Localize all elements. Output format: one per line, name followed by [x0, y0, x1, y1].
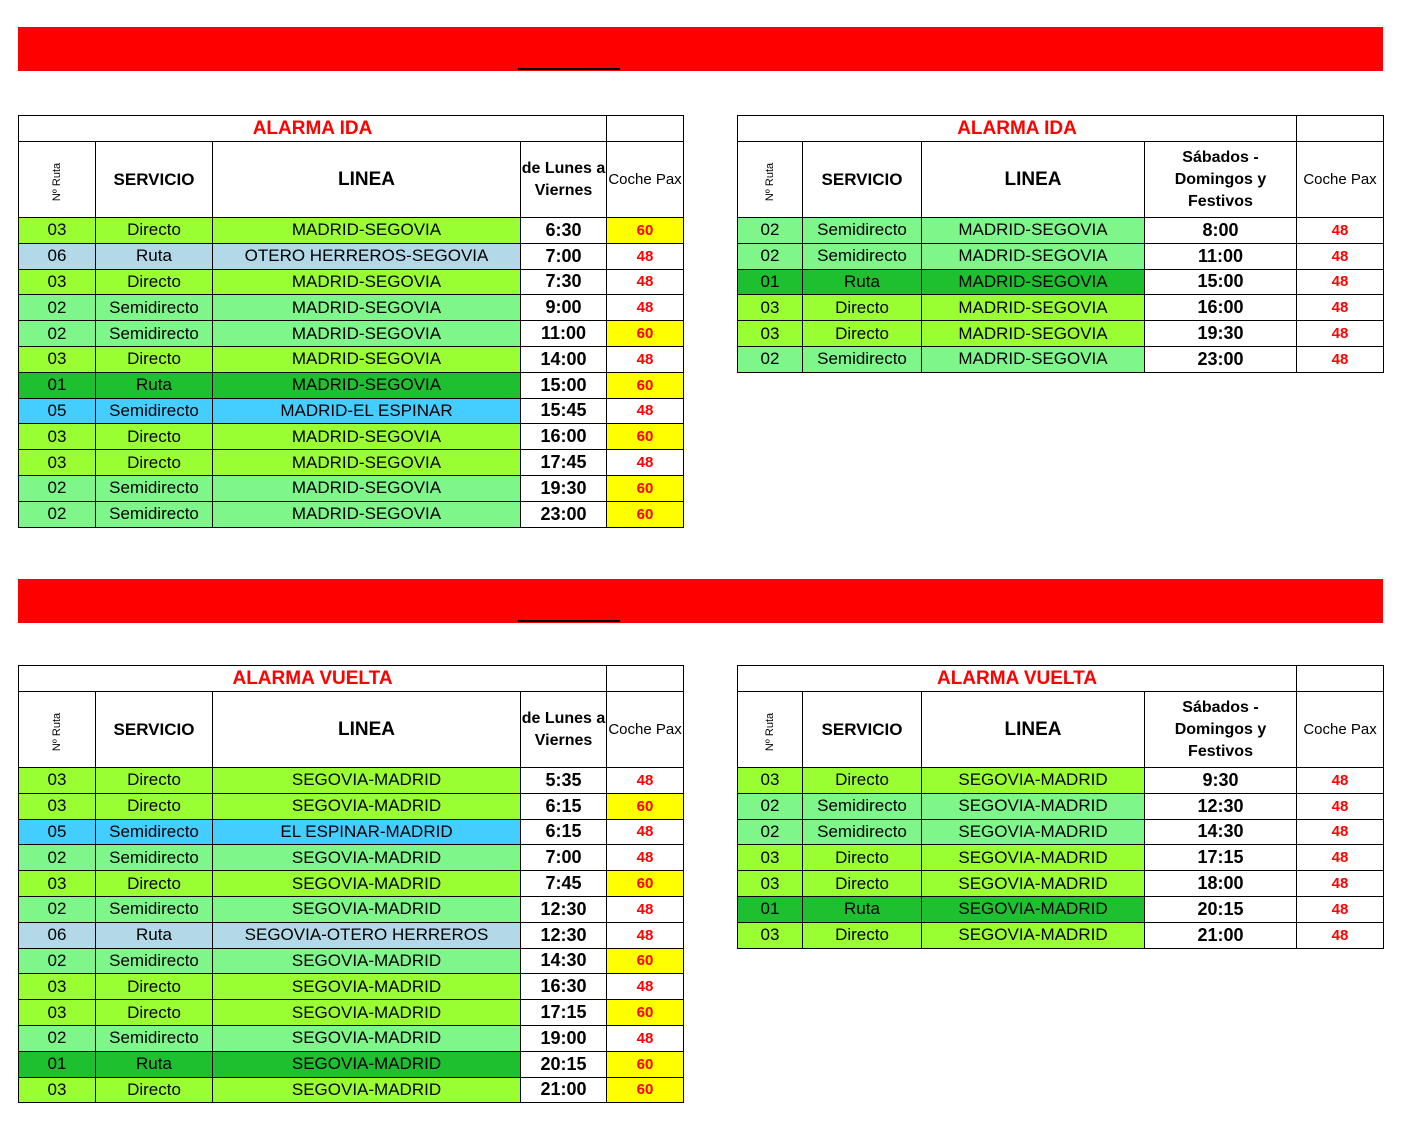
time-cell: 6:15	[521, 819, 607, 845]
table-title: ALARMA IDA	[19, 116, 607, 142]
header-coach: Coche Pax	[1297, 142, 1384, 218]
route-cell: 03	[738, 845, 803, 871]
table-row	[19, 321, 684, 347]
header-row	[738, 142, 1384, 218]
line-cell: SEGOVIA-MADRID	[922, 845, 1145, 871]
time-cell: 17:15	[521, 1000, 607, 1026]
pax-cell: 48	[1297, 896, 1384, 922]
route-cell: 03	[19, 218, 96, 244]
section-banner-madrid-segovia	[18, 27, 1383, 107]
header-coach: Coche Pax	[1297, 692, 1384, 768]
route-cell: 02	[19, 896, 96, 922]
service-cell: Directo	[803, 845, 922, 871]
pax-cell: 48	[607, 768, 684, 794]
line-cell: MADRID-SEGOVIA	[922, 321, 1145, 347]
route-cell: 02	[738, 793, 803, 819]
line-cell: MADRID-SEGOVIA	[213, 475, 521, 501]
header-days: de Lunes a Viernes	[521, 692, 607, 768]
route-cell: 03	[19, 793, 96, 819]
route-cell: 03	[738, 871, 803, 897]
table-row	[19, 295, 684, 321]
header-service: SERVICIO	[96, 142, 213, 218]
route-cell: 02	[738, 243, 803, 269]
header-line: LINEA	[213, 692, 521, 768]
service-cell: Ruta	[96, 372, 213, 398]
route-cell: 02	[738, 218, 803, 244]
line-cell: SEGOVIA-MADRID	[213, 871, 521, 897]
route-cell: 01	[738, 269, 803, 295]
route-cell: 02	[738, 346, 803, 372]
route-cell: 03	[19, 346, 96, 372]
route-cell: 02	[19, 501, 96, 527]
table-row	[19, 1000, 684, 1026]
pax-cell: 48	[1297, 295, 1384, 321]
time-cell: 15:00	[1145, 269, 1297, 295]
pax-cell: 48	[607, 1025, 684, 1051]
route-cell: 03	[738, 922, 803, 948]
line-cell: SEGOVIA-OTERO HERREROS	[213, 922, 521, 948]
pax-cell: 48	[607, 896, 684, 922]
service-cell: Semidirecto	[96, 896, 213, 922]
time-cell: 7:00	[521, 845, 607, 871]
line-cell: MADRID-SEGOVIA	[922, 346, 1145, 372]
header-row	[19, 692, 684, 768]
table-row	[738, 321, 1384, 347]
line-cell: SEGOVIA-MADRID	[213, 845, 521, 871]
table-row	[19, 948, 684, 974]
header-route-label: Nº Ruta	[50, 162, 63, 201]
pax-cell: 60	[607, 1000, 684, 1026]
service-cell: Semidirecto	[96, 1025, 213, 1051]
time-cell: 14:30	[1145, 819, 1297, 845]
pax-cell: 48	[607, 974, 684, 1000]
route-cell: 01	[19, 372, 96, 398]
line-cell: MADRID-SEGOVIA	[213, 218, 521, 244]
header-line: LINEA	[922, 692, 1145, 768]
title-row	[738, 666, 1384, 692]
schedule-table-vuelta-weekdays	[18, 665, 684, 1103]
service-cell: Semidirecto	[803, 243, 922, 269]
pax-cell: 48	[1297, 922, 1384, 948]
service-cell: Directo	[96, 793, 213, 819]
route-cell: 01	[19, 1051, 96, 1077]
time-cell: 12:30	[1145, 793, 1297, 819]
service-cell: Directo	[96, 269, 213, 295]
pax-cell: 60	[607, 475, 684, 501]
header-route	[738, 692, 803, 768]
pax-cell: 48	[1297, 346, 1384, 372]
route-cell: 02	[19, 295, 96, 321]
title-row	[19, 116, 684, 142]
pax-cell: 60	[607, 321, 684, 347]
service-cell: Directo	[96, 768, 213, 794]
time-cell: 20:15	[1145, 896, 1297, 922]
route-cell: 03	[19, 871, 96, 897]
service-cell: Ruta	[803, 896, 922, 922]
title-spacer	[1297, 116, 1384, 142]
table-row	[738, 295, 1384, 321]
time-cell: 16:00	[1145, 295, 1297, 321]
pax-cell: 48	[607, 346, 684, 372]
line-cell: SEGOVIA-MADRID	[922, 922, 1145, 948]
table-row	[738, 845, 1384, 871]
service-cell: Directo	[96, 346, 213, 372]
service-cell: Directo	[803, 768, 922, 794]
table-row	[738, 346, 1384, 372]
service-cell: Semidirecto	[96, 475, 213, 501]
table-row	[19, 845, 684, 871]
service-cell: Directo	[96, 974, 213, 1000]
service-cell: Semidirecto	[96, 398, 213, 424]
header-row	[738, 692, 1384, 768]
time-cell: 6:30	[521, 218, 607, 244]
pax-cell: 48	[607, 922, 684, 948]
time-cell: 19:30	[521, 475, 607, 501]
table-row	[19, 475, 684, 501]
route-cell: 05	[19, 819, 96, 845]
schedule-table-ida-weekdays	[18, 115, 684, 528]
route-cell: 02	[19, 845, 96, 871]
header-days: Sábados - Domingos y Festivos	[1145, 142, 1297, 218]
service-cell: Semidirecto	[803, 819, 922, 845]
pax-cell: 60	[607, 1051, 684, 1077]
route-cell: 03	[19, 768, 96, 794]
table-row	[19, 793, 684, 819]
line-cell: MADRID-SEGOVIA	[922, 269, 1145, 295]
service-cell: Directo	[96, 450, 213, 476]
table-row	[19, 501, 684, 527]
pax-cell: 60	[607, 372, 684, 398]
line-cell: MADRID-SEGOVIA	[213, 450, 521, 476]
service-cell: Directo	[96, 218, 213, 244]
header-service: SERVICIO	[96, 692, 213, 768]
route-cell: 03	[19, 424, 96, 450]
service-cell: Directo	[96, 871, 213, 897]
route-cell: 01	[738, 896, 803, 922]
title-spacer	[607, 116, 684, 142]
table-row	[738, 218, 1384, 244]
pax-cell: 60	[607, 1077, 684, 1103]
table-row	[19, 871, 684, 897]
header-coach: Coche Pax	[607, 142, 684, 218]
line-cell: MADRID-SEGOVIA	[213, 346, 521, 372]
pax-cell: 48	[1297, 768, 1384, 794]
header-route	[19, 142, 96, 218]
line-cell: MADRID-SEGOVIA	[213, 372, 521, 398]
line-cell: MADRID-SEGOVIA	[213, 501, 521, 527]
service-cell: Directo	[96, 424, 213, 450]
pax-cell: 48	[1297, 871, 1384, 897]
banner-text: SERVICIOS ESTADO ALARMA - SENTIDO SEGOVIA - MADRID (A PARTIR DEL) 25/05	[40, 630, 1169, 659]
line-cell: MADRID-SEGOVIA	[922, 295, 1145, 321]
time-cell: 15:00	[521, 372, 607, 398]
service-cell: Semidirecto	[96, 321, 213, 347]
service-cell: Semidirecto	[96, 845, 213, 871]
route-cell: 06	[19, 922, 96, 948]
service-cell: Semidirecto	[803, 346, 922, 372]
pax-cell: 60	[607, 948, 684, 974]
pax-cell: 48	[1297, 218, 1384, 244]
time-cell: 5:35	[521, 768, 607, 794]
time-cell: 14:00	[521, 346, 607, 372]
header-route-label: Nº Ruta	[763, 162, 776, 201]
pax-cell: 48	[607, 450, 684, 476]
table-row	[19, 372, 684, 398]
route-cell: 03	[738, 295, 803, 321]
line-cell: MADRID-SEGOVIA	[213, 295, 521, 321]
time-cell: 7:30	[521, 269, 607, 295]
service-cell: Semidirecto	[96, 501, 213, 527]
table-row	[738, 922, 1384, 948]
route-cell: 02	[19, 475, 96, 501]
pax-cell: 60	[607, 424, 684, 450]
time-cell: 6:15	[521, 793, 607, 819]
service-cell: Directo	[803, 295, 922, 321]
route-cell: 02	[738, 819, 803, 845]
header-route-label: Nº Ruta	[50, 712, 63, 751]
route-cell: 03	[19, 974, 96, 1000]
time-cell: 23:00	[521, 501, 607, 527]
banner-underline	[518, 68, 620, 70]
time-cell: 11:00	[1145, 243, 1297, 269]
time-cell: 9:30	[1145, 768, 1297, 794]
service-cell: Ruta	[96, 1051, 213, 1077]
service-cell: Ruta	[96, 922, 213, 948]
title-spacer	[1297, 666, 1384, 692]
pax-cell: 60	[607, 501, 684, 527]
service-cell: Directo	[803, 871, 922, 897]
schedule-table-ida-weekends	[737, 115, 1384, 373]
table-title: ALARMA VUELTA	[738, 666, 1297, 692]
line-cell: SEGOVIA-MADRID	[213, 948, 521, 974]
table-row	[19, 922, 684, 948]
line-cell: SEGOVIA-MADRID	[922, 768, 1145, 794]
line-cell: MADRID-SEGOVIA	[213, 424, 521, 450]
pax-cell: 60	[607, 793, 684, 819]
table-row	[19, 819, 684, 845]
header-days: de Lunes a Viernes	[521, 142, 607, 218]
line-cell: SEGOVIA-MADRID	[922, 819, 1145, 845]
route-cell: 06	[19, 243, 96, 269]
time-cell: 15:45	[521, 398, 607, 424]
line-cell: MADRID-SEGOVIA	[213, 269, 521, 295]
table-row	[19, 1051, 684, 1077]
pax-cell: 48	[1297, 819, 1384, 845]
route-cell: 03	[19, 1000, 96, 1026]
service-cell: Semidirecto	[96, 295, 213, 321]
table-row	[738, 871, 1384, 897]
line-cell: MADRID-SEGOVIA	[213, 321, 521, 347]
line-cell: SEGOVIA-MADRID	[213, 768, 521, 794]
header-route	[19, 692, 96, 768]
route-cell: 03	[738, 768, 803, 794]
service-cell: Ruta	[96, 243, 213, 269]
line-cell: SEGOVIA-MADRID	[213, 1025, 521, 1051]
title-row	[19, 666, 684, 692]
route-cell: 03	[19, 450, 96, 476]
time-cell: 12:30	[521, 922, 607, 948]
section-banner-segovia-madrid	[18, 579, 1383, 659]
time-cell: 14:30	[521, 948, 607, 974]
table-row	[19, 1077, 684, 1103]
header-line: LINEA	[922, 142, 1145, 218]
table-row	[738, 269, 1384, 295]
time-cell: 23:00	[1145, 346, 1297, 372]
banner-text: SERVICIOS ESTADO ALARMA - SENTIDO MADRID - SEGOVIA (A PARTIR DEL ) 25/05	[40, 78, 1169, 107]
time-cell: 11:00	[521, 321, 607, 347]
line-cell: OTERO HERREROS-SEGOVIA	[213, 243, 521, 269]
route-cell: 02	[19, 321, 96, 347]
line-cell: SEGOVIA-MADRID	[213, 1077, 521, 1103]
pax-cell: 48	[607, 269, 684, 295]
table-row	[738, 243, 1384, 269]
header-service: SERVICIO	[803, 692, 922, 768]
route-cell: 05	[19, 398, 96, 424]
header-route	[738, 142, 803, 218]
service-cell: Directo	[96, 1000, 213, 1026]
service-cell: Ruta	[803, 269, 922, 295]
table-row	[19, 243, 684, 269]
table-row	[19, 424, 684, 450]
pax-cell: 48	[1297, 269, 1384, 295]
header-coach: Coche Pax	[607, 692, 684, 768]
line-cell: SEGOVIA-MADRID	[213, 974, 521, 1000]
line-cell: SEGOVIA-MADRID	[213, 1000, 521, 1026]
table-row	[19, 768, 684, 794]
line-cell: SEGOVIA-MADRID	[922, 871, 1145, 897]
pax-cell: 48	[607, 295, 684, 321]
table-row	[738, 793, 1384, 819]
header-days: Sábados - Domingos y Festivos	[1145, 692, 1297, 768]
pax-cell: 48	[1297, 243, 1384, 269]
time-cell: 17:45	[521, 450, 607, 476]
time-cell: 7:00	[521, 243, 607, 269]
banner-underline	[518, 620, 620, 622]
service-cell: Semidirecto	[96, 819, 213, 845]
pax-cell: 48	[607, 243, 684, 269]
table-title: ALARMA IDA	[738, 116, 1297, 142]
pax-cell: 48	[1297, 845, 1384, 871]
table-row	[19, 1025, 684, 1051]
time-cell: 18:00	[1145, 871, 1297, 897]
table-row	[738, 768, 1384, 794]
time-cell: 21:00	[1145, 922, 1297, 948]
header-row	[19, 142, 684, 218]
pax-cell: 48	[607, 845, 684, 871]
service-cell: Semidirecto	[803, 218, 922, 244]
line-cell: SEGOVIA-MADRID	[922, 793, 1145, 819]
header-service: SERVICIO	[803, 142, 922, 218]
service-cell: Semidirecto	[803, 793, 922, 819]
service-cell: Directo	[803, 321, 922, 347]
time-cell: 16:00	[521, 424, 607, 450]
header-line: LINEA	[213, 142, 521, 218]
line-cell: MADRID-SEGOVIA	[922, 218, 1145, 244]
table-row	[738, 819, 1384, 845]
service-cell: Directo	[803, 922, 922, 948]
time-cell: 19:30	[1145, 321, 1297, 347]
line-cell: SEGOVIA-MADRID	[213, 896, 521, 922]
title-spacer	[607, 666, 684, 692]
line-cell: SEGOVIA-MADRID	[922, 896, 1145, 922]
service-cell: Directo	[96, 1077, 213, 1103]
time-cell: 19:00	[521, 1025, 607, 1051]
route-cell: 02	[19, 1025, 96, 1051]
table-row	[19, 450, 684, 476]
route-cell: 03	[19, 1077, 96, 1103]
time-cell: 16:30	[521, 974, 607, 1000]
line-cell: EL ESPINAR-MADRID	[213, 819, 521, 845]
pax-cell: 48	[607, 398, 684, 424]
table-row	[19, 398, 684, 424]
pax-cell: 48	[1297, 793, 1384, 819]
header-route-label: Nº Ruta	[763, 712, 776, 751]
line-cell: SEGOVIA-MADRID	[213, 793, 521, 819]
title-row	[738, 116, 1384, 142]
pax-cell: 60	[607, 218, 684, 244]
line-cell: MADRID-EL ESPINAR	[213, 398, 521, 424]
schedule-table-vuelta-weekends	[737, 665, 1384, 949]
route-cell: 02	[19, 948, 96, 974]
table-row	[19, 896, 684, 922]
time-cell: 8:00	[1145, 218, 1297, 244]
table-title: ALARMA VUELTA	[19, 666, 607, 692]
pax-cell: 48	[607, 819, 684, 845]
time-cell: 12:30	[521, 896, 607, 922]
time-cell: 17:15	[1145, 845, 1297, 871]
time-cell: 20:15	[521, 1051, 607, 1077]
route-cell: 03	[19, 269, 96, 295]
table-row	[738, 896, 1384, 922]
time-cell: 7:45	[521, 871, 607, 897]
table-row	[19, 218, 684, 244]
route-cell: 03	[738, 321, 803, 347]
table-row	[19, 974, 684, 1000]
line-cell: SEGOVIA-MADRID	[213, 1051, 521, 1077]
pax-cell: 60	[607, 871, 684, 897]
service-cell: Semidirecto	[96, 948, 213, 974]
time-cell: 21:00	[521, 1077, 607, 1103]
line-cell: MADRID-SEGOVIA	[922, 243, 1145, 269]
table-row	[19, 269, 684, 295]
pax-cell: 48	[1297, 321, 1384, 347]
time-cell: 9:00	[521, 295, 607, 321]
table-row	[19, 346, 684, 372]
